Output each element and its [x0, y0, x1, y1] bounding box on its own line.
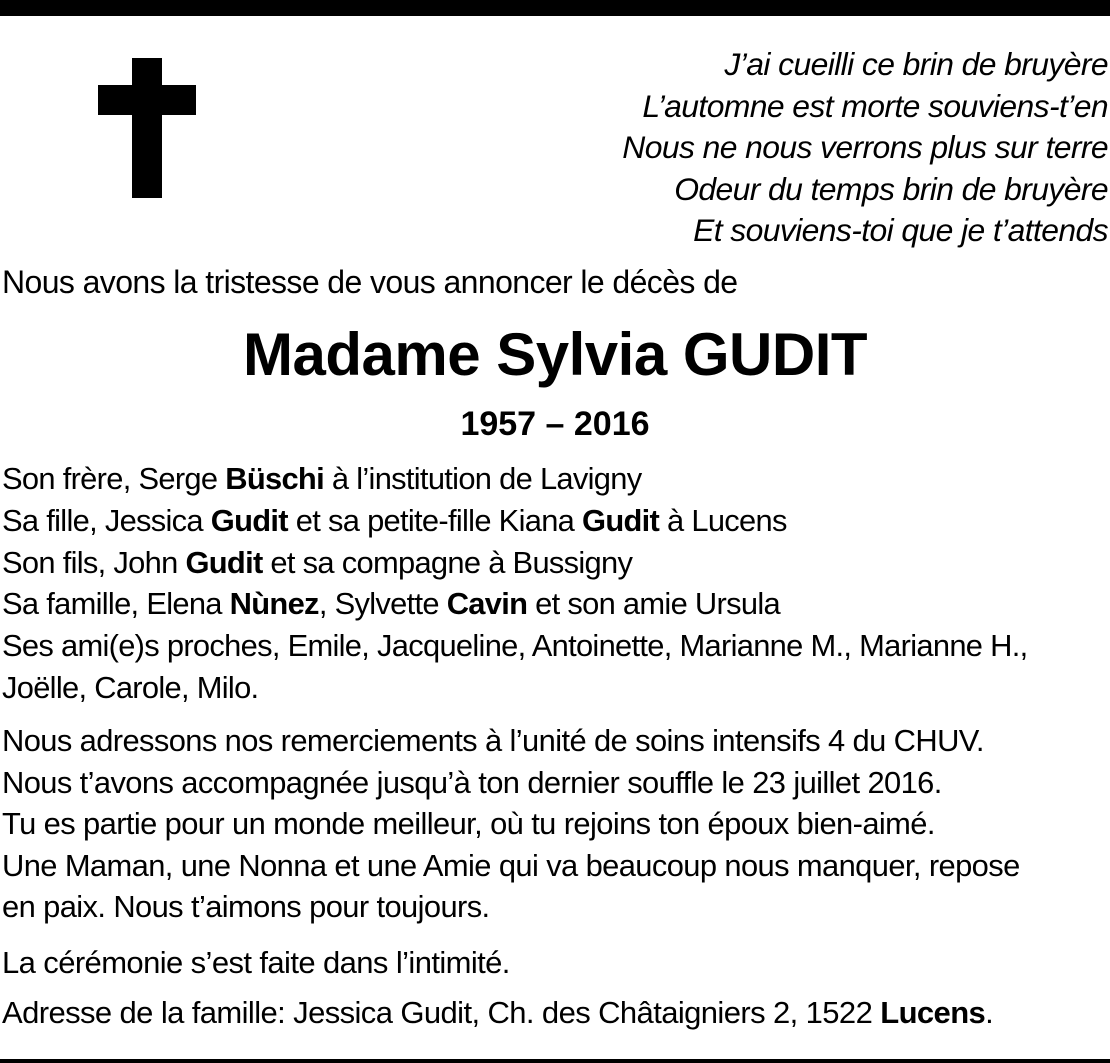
family-line: Joëlle, Carole, Milo.: [2, 669, 259, 705]
family-line: Ses ami(e)s proches, Emile, Jacqueline, Antoinette, Marianne M., Marianne H.,: [2, 628, 1028, 664]
poem-line: J’ai cueilli ce brin de bruyère: [724, 46, 1108, 82]
thanks-line: Tu es partie pour un monde meilleur, où tu rejoins ton époux bien-aimé.: [2, 806, 935, 841]
thanks-line: Nous t’avons accompagnée jusqu’à ton dernier souffle le 23 juillet 2016.: [2, 764, 942, 800]
poem-line: Nous ne nous verrons plus sur terre: [622, 129, 1108, 165]
poem-line: Et souviens-toi que je t’attends: [693, 212, 1108, 248]
family-line: Son frère, Serge Büschi à l’institution de Lavigny: [2, 461, 642, 496]
poem-line: L’automne est morte souviens-t’en: [642, 87, 1108, 124]
ceremony-note: La cérémonie s’est faite dans l’intimité.: [2, 945, 510, 980]
thanks-line: en paix. Nous t’aimons pour toujours.: [2, 889, 490, 924]
poem-line: Odeur du temps brin de bruyère: [674, 170, 1108, 207]
deceased-name: Madame Sylvia GUDIT: [242, 321, 868, 388]
thanks-line: Nous adressons nos remerciements à l’unité de soins intensifs 4 du CHUV.: [2, 723, 984, 758]
family-list: [2, 458, 1110, 709]
family-address: Adresse de la famille: Jessica Gudit, Ch. des Châtaigniers 2, 1522 Lucens.: [2, 995, 994, 1030]
family-line: Sa famille, Elena Nùnez, Sylvette Cavin et son amie Ursula: [2, 586, 780, 622]
poem: [488, 44, 1108, 252]
family-line: Sa fille, Jessica Gudit et sa petite-fille Kiana Gudit à Lucens: [2, 502, 787, 538]
announcement-intro: Nous avons la tristesse de vous annoncer le décès de: [2, 264, 738, 300]
family-line: Son fils, John Gudit et sa compagne à Bussigny: [2, 544, 633, 580]
life-dates: 1957 – 2016: [460, 405, 650, 443]
thanks-line: Une Maman, une Nonna et une Amie qui va beaucoup nous manquer, repose: [2, 847, 1020, 883]
cross-icon: [98, 58, 196, 198]
top-border: [0, 0, 1110, 16]
bottom-border: [0, 1059, 1110, 1063]
thanks-paragraph: [2, 720, 1110, 928]
